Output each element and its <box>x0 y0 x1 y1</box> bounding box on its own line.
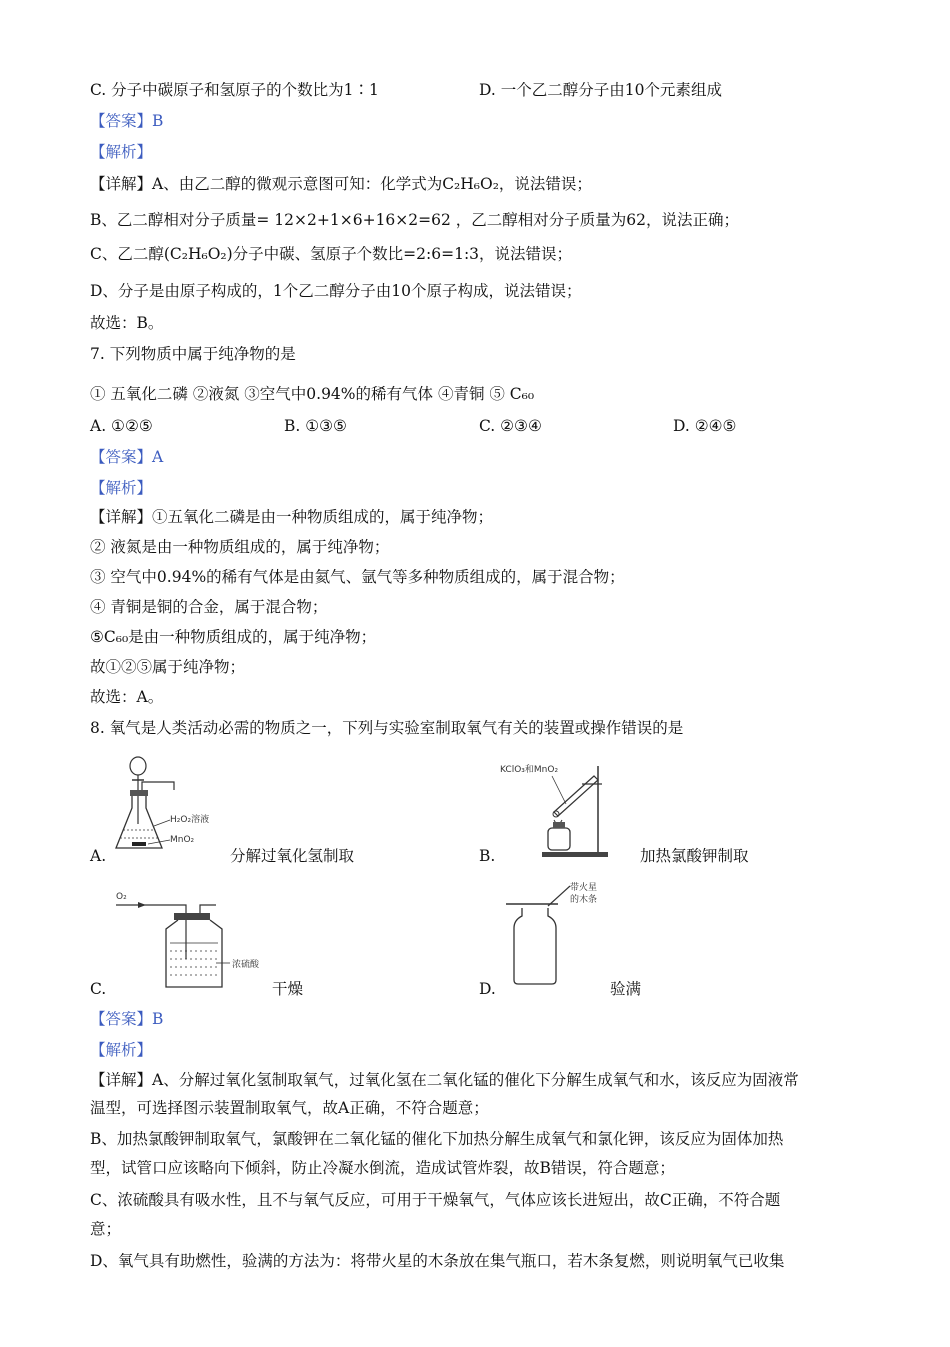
q6-detail-d: D、分子是由原子构成的，1个乙二醇分子由10个原子构成，说法错误； <box>90 282 582 300</box>
q6-answer: 【答案】B <box>90 112 164 130</box>
q8-option-c-caption: 干燥 <box>272 980 304 998</box>
q6-option-c: C. 分子中碳原子和氢原子的个数比为1∶1 <box>90 81 379 99</box>
q8-analysis-label: 【解析】 <box>90 1041 153 1059</box>
q8-detail-3: B、加热氯酸钾制取氧气，氯酸钾在二氧化锰的催化下加热分解生成氧气和氯化钾，该反应为固体加热 <box>90 1130 784 1148</box>
q8-option-a-caption: 分解过氧化氢制取 <box>230 847 355 865</box>
q7-detail-3: ③ 空气中0.94%的稀有气体是由氦气、氩气等多种物质组成的，属于混合物； <box>90 568 625 586</box>
q8-stem: 8. 氧气是人类活动必需的物质之一，下列与实验室制取氧气有关的装置或操作错误的是 <box>90 719 684 737</box>
q7-option-c: C. ②③④ <box>479 417 542 435</box>
q7-detail-1: 【详解】①五氧化二磷是由一种物质组成的，属于纯净物； <box>90 508 494 526</box>
q8-option-d-letter: D. <box>479 980 496 998</box>
figure-a-label-h2o2: H₂O₂溶液 <box>170 815 210 825</box>
q8-detail-7: D、氧气具有助燃性，验满的方法为：将带火星的木条放在集气瓶口，若木条复燃，则说明氧气已收集 <box>90 1252 785 1270</box>
figure-c-label-acid: 浓硫酸 <box>232 960 260 970</box>
figure-d-apparatus <box>500 880 610 990</box>
figure-b-apparatus <box>498 760 628 862</box>
q8-detail-5: C、浓硫酸具有吸水性，且不与氧气反应，可用于干燥氧气，气体应该长进短出，故C正确，不符合题 <box>90 1191 781 1209</box>
q6-conclusion: 故选：B。 <box>90 314 164 332</box>
q7-analysis-label: 【解析】 <box>90 479 153 497</box>
q8-detail-4: 型，试管口应该略向下倾斜，防止冷凝水倒流，造成试管炸裂，故B错误，符合题意； <box>90 1159 675 1177</box>
figure-b-label-kclo3: KClO₃和MnO₂ <box>500 765 559 775</box>
q8-option-a-letter: A. <box>90 847 107 865</box>
q7-conclusion: 故选：A。 <box>90 688 164 706</box>
q8-option-b-caption: 加热氯酸钾制取 <box>640 847 749 865</box>
figure-c-apparatus <box>112 885 272 995</box>
q6-detail-c: C、乙二醇(C₂H₆O₂)分子中碳、氢原子个数比=2:6=1:3，说法错误； <box>90 245 573 263</box>
q7-answer: 【答案】A <box>90 448 164 466</box>
q8-option-c-letter: C. <box>90 980 107 998</box>
figure-c-label-o2: O₂ <box>116 892 127 902</box>
q6-analysis-label: 【解析】 <box>90 143 153 161</box>
figure-a-apparatus <box>112 752 232 860</box>
figure-d-label-2: 的木条 <box>570 895 598 905</box>
q6-detail-a: 【详解】A、由乙二醇的微观示意图可知：化学式为C₂H₆O₂，说法错误； <box>90 175 592 193</box>
q7-detail-6: 故①②⑤属于纯净物； <box>90 658 246 676</box>
q7-stem: 7. 下列物质中属于纯净物的是 <box>90 345 296 363</box>
figure-a-label-mno2: MnO₂ <box>170 835 195 845</box>
q7-detail-4: ④ 青铜是铜的合金，属于混合物； <box>90 598 328 616</box>
q8-detail-2: 温型，可选择图示装置制取氧气，故A正确，不符合题意； <box>90 1099 489 1117</box>
q7-items: ① 五氧化二磷 ②液氮 ③空气中0.94%的稀有气体 ④青铜 ⑤ C₆₀ <box>90 385 535 403</box>
q6-option-d: D. 一个乙二醇分子由10个元素组成 <box>479 81 722 99</box>
q7-detail-2: ② 液氮是由一种物质组成的，属于纯净物； <box>90 538 390 556</box>
q7-option-a: A. ①②⑤ <box>90 417 153 435</box>
q6-detail-b: B、乙二醇相对分子质量= 12×2+1×6+16×2=62 ，乙二醇相对分子质量为62，说法正确； <box>90 211 739 229</box>
q7-option-d: D. ②④⑤ <box>673 417 737 435</box>
q8-option-d-caption: 验满 <box>610 980 642 998</box>
q8-option-b-letter: B. <box>479 847 496 865</box>
q7-detail-5: ⑤C₆₀是由一种物质组成的，属于纯净物； <box>90 628 377 646</box>
q8-detail-1: 【详解】A、分解过氧化氢制取氧气，过氧化氢在二氧化锰的催化下分解生成氧气和水，该反应为固液常 <box>90 1071 799 1089</box>
q7-option-b: B. ①③⑤ <box>284 417 347 435</box>
q8-detail-6: 意； <box>90 1220 122 1238</box>
figure-d-label-1: 带火星 <box>570 883 598 893</box>
q8-answer: 【答案】B <box>90 1010 164 1028</box>
